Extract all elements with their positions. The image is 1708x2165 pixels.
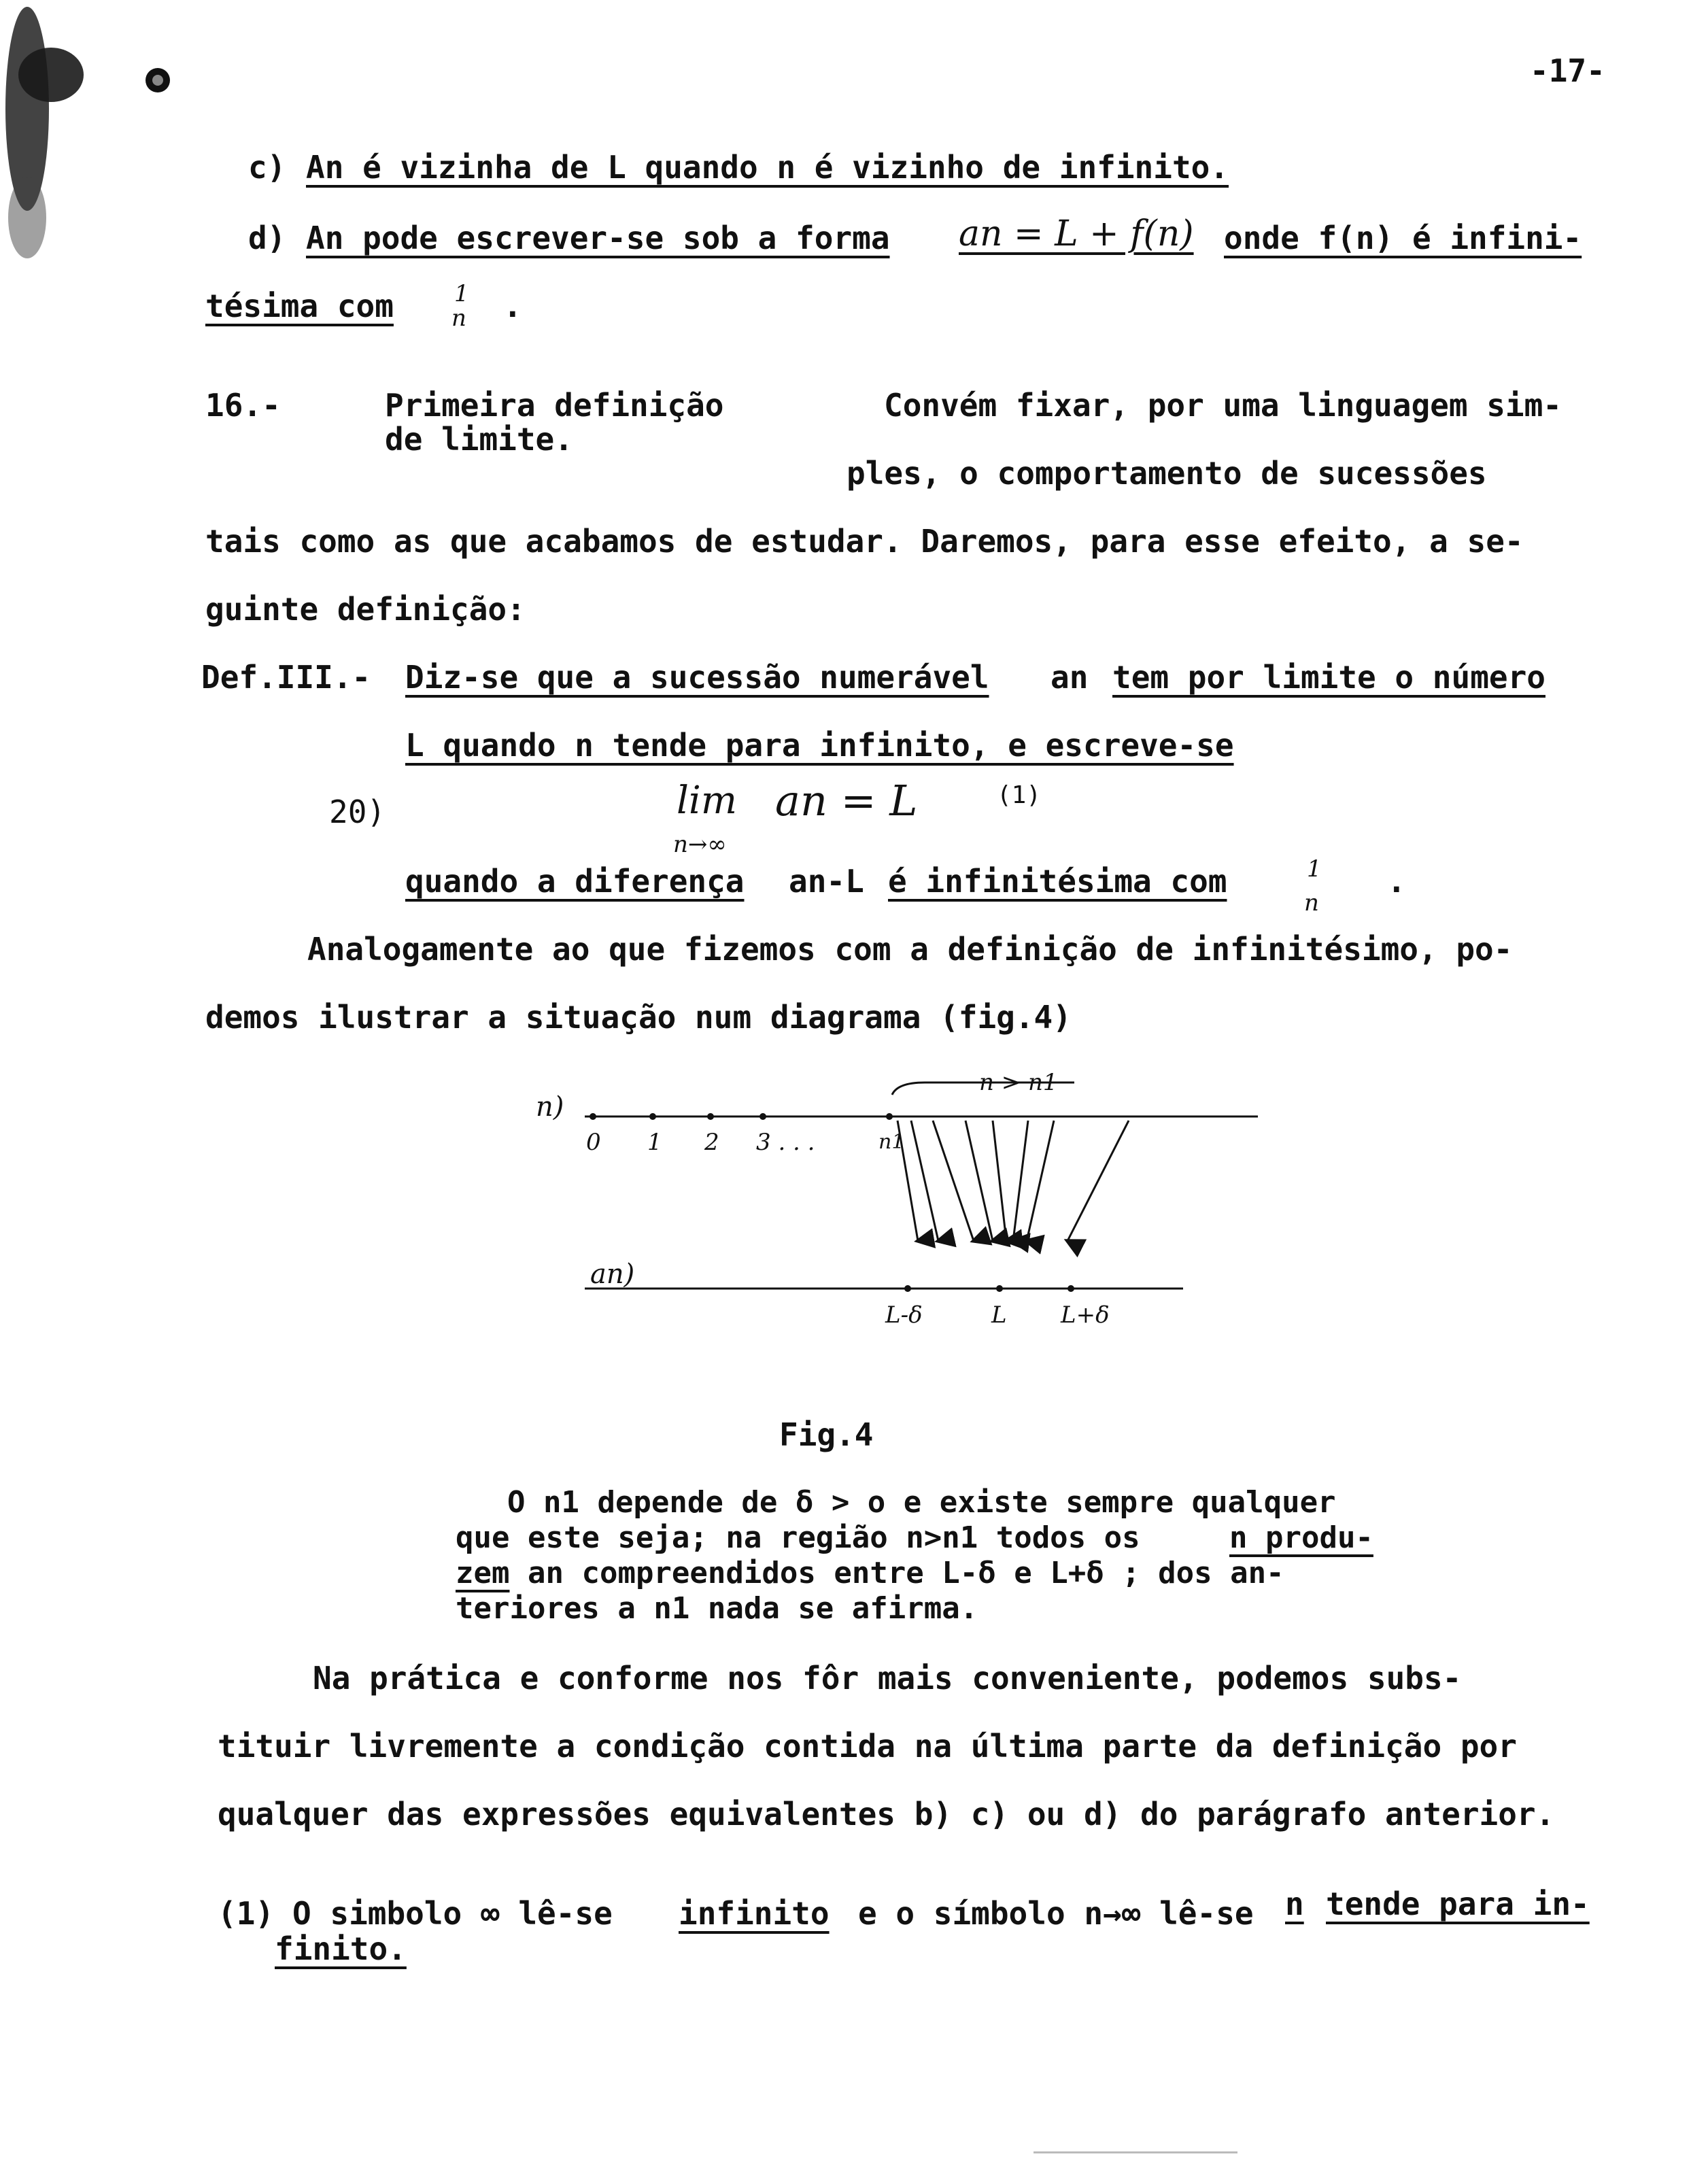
figure-note-line4: teriores a n1 nada se afirma.: [456, 1591, 978, 1626]
section-text-line3: tais como as que acabamos de estudar. Daremos, para esse efeito, a se-: [205, 523, 1524, 560]
mapping-arrows: [898, 1121, 1129, 1241]
top-tick-2: 2: [704, 1129, 719, 1156]
paragraph2-line2: tituir livremente a condição contida na última parte da definição por: [218, 1728, 1517, 1765]
equation-number: 20): [329, 794, 386, 830]
footnote-text-e: tende para in-: [1326, 1886, 1590, 1922]
figure-note-line3-b: an compreendidos entre L-δ e L+δ ; dos an-: [528, 1556, 1284, 1590]
top-tick-0: 0: [586, 1129, 601, 1156]
item-d-period: .: [503, 288, 522, 324]
paragraph1-line1: Analogamente ao que fizemos com a definição de infinitésimo, po-: [307, 931, 1513, 968]
footnote-text-b: infinito: [679, 1895, 830, 1932]
paragraph2-line1: Na prática e conforme nos fôr mais conveniente, podemos subs-: [313, 1660, 1462, 1697]
paragraph2-line3: qualquer das expressões equivalentes b) c) ou d) do parágrafo anterior.: [218, 1796, 1555, 1832]
top-tick-n1: n1: [878, 1130, 905, 1154]
item-d-text-2: onde f(n) é infini-: [1224, 220, 1582, 256]
figure-caption: Fig.4: [779, 1416, 874, 1453]
item-d-text-1: An pode escrever-se sob a forma: [306, 220, 890, 256]
definition-line1-b: tem por limite o número: [1112, 659, 1545, 696]
footnote-marker: (1): [218, 1895, 275, 1932]
footnote-text-c: e o símbolo n→∞ lê-se: [858, 1895, 1254, 1932]
bracket-label: n > n1: [979, 1069, 1058, 1096]
equation-body: an = L: [775, 776, 918, 825]
footnote-text-f: finito.: [275, 1930, 407, 1967]
paragraph1-line2: demos ilustrar a situação num diagrama (fig.4): [205, 999, 1072, 1036]
page-number: -17-: [1530, 52, 1605, 89]
item-d-fraction-den: n: [451, 305, 466, 332]
definition-line2: L quando n tende para infinito, e escreve-se: [405, 727, 1234, 764]
item-d-label: d): [248, 220, 286, 256]
bottom-tick-l-minus-delta: L-δ: [885, 1301, 923, 1329]
top-tick-1: 1: [647, 1129, 662, 1156]
definition-fraction-num: 1: [1307, 855, 1322, 883]
definition-period: .: [1387, 863, 1406, 900]
bottom-tick-l: L: [991, 1301, 1007, 1329]
definition-line3-b: é infinitésima com: [888, 863, 1227, 900]
section-text-line4: guinte definição:: [205, 591, 526, 628]
item-c-label: c): [248, 149, 286, 186]
section-title-line1: Primeira definição: [385, 387, 724, 424]
figure-note-line1: O n1 depende de δ > o e existe sempre qualquer: [507, 1485, 1336, 1520]
item-d-fraction-num: 1: [454, 280, 469, 307]
top-axis-label: n): [536, 1091, 564, 1123]
item-d-text-3: tésima com: [205, 288, 394, 324]
bottom-tick-l-plus-delta: L+δ: [1061, 1301, 1110, 1329]
section-number: 16.-: [205, 387, 281, 424]
item-d-formula: an = L + f(n): [959, 214, 1194, 254]
footnote-text-d: n: [1285, 1886, 1304, 1922]
definition-label: Def.III.-: [201, 659, 371, 696]
definition-fraction-den: n: [1304, 889, 1319, 917]
equation-footnote-ref: (1): [997, 781, 1042, 809]
figure-note-line2-b: n produ-: [1229, 1520, 1373, 1555]
top-tick-3: 3 . . .: [756, 1129, 815, 1156]
scan-line: [1034, 2151, 1237, 2153]
section-text-line1: Convém fixar, por uma linguagem sim-: [884, 387, 1562, 424]
section-title-line2: de limite.: [385, 421, 573, 458]
definition-line3-var: an-L: [789, 863, 864, 900]
item-c-text: An é vizinha de L quando n é vizinho de infinito.: [306, 149, 1229, 186]
scan-smudge: [0, 0, 190, 299]
footnote-text-a: O simbolo ∞ lê-se: [292, 1895, 613, 1932]
equation-lim: lim: [677, 779, 737, 823]
equation-lim-subscript: n→∞: [673, 831, 727, 858]
definition-line1-var: an: [1051, 659, 1089, 696]
figure-note-line3-a: zem: [456, 1556, 510, 1590]
definition-line3-a: quando a diferença: [405, 863, 745, 900]
section-text-line2: ples, o comportamento de sucessões: [847, 455, 1487, 492]
definition-line1-a: Diz-se que a sucessão numerável: [405, 659, 989, 696]
figure-note-line2-a: que este seja; na região n>n1 todos os: [456, 1520, 1140, 1555]
bottom-axis-label: an): [590, 1259, 635, 1290]
